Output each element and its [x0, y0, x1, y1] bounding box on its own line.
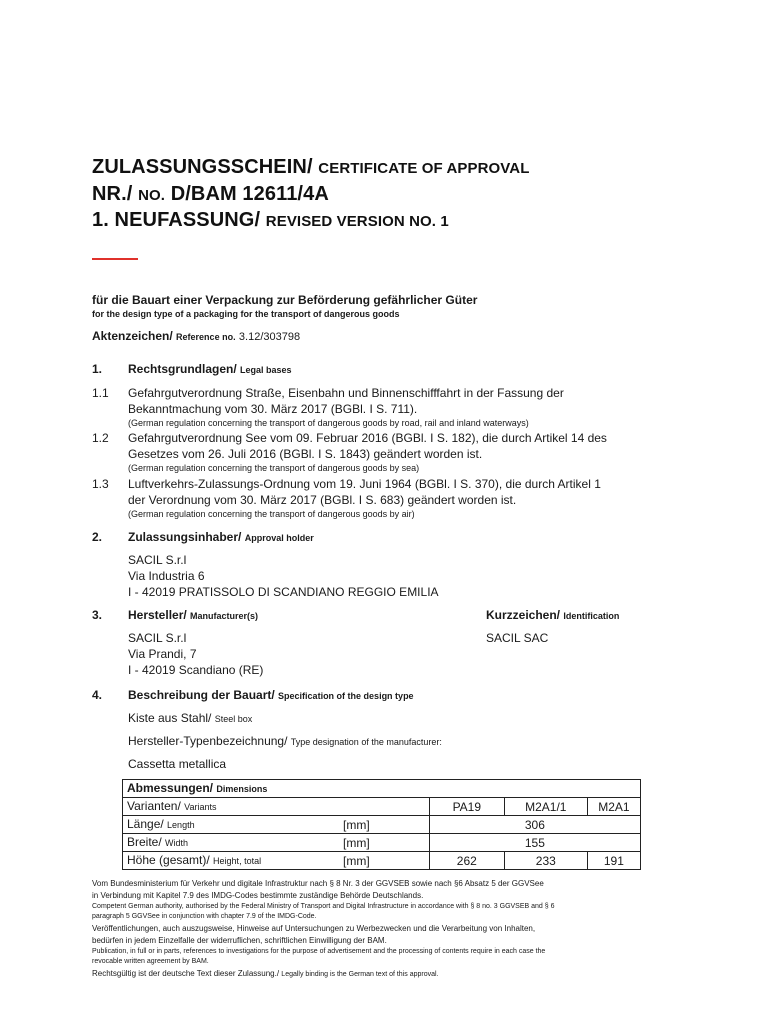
identification-value: SACIL SAC: [486, 631, 549, 645]
section-4-heading: [128, 688, 414, 702]
width-label-de: Breite/: [127, 835, 162, 849]
dimensions-header-en: Dimensions: [216, 784, 268, 794]
variants-label-en: Variants: [184, 802, 217, 812]
height-value: 233: [504, 852, 587, 870]
height-value: 191: [587, 852, 640, 870]
variant-cell: M2A1/1: [504, 798, 587, 816]
section-1-number: 1.: [92, 362, 103, 376]
revision-en: REVISED VERSION NO. 1: [265, 213, 449, 230]
section-2-title: Zulassungsinhaber/: [128, 530, 242, 544]
unit-cell: [mm]: [339, 852, 429, 870]
item-1-2-line2: Gesetzes vom 26. Juli 2016 (BGBl. I S. 1843) geändert worden ist.: [128, 447, 483, 461]
type-designation-de: Hersteller-Typenbezeichnung/: [128, 734, 288, 748]
manufacturer-line-2: Via Prandi, 7: [128, 647, 197, 661]
footer-authority-de-2: in Verbindung mit Kapitel 7.9 des IMDG-Codes bestimmte zuständige Behörde Deutschlands.: [92, 891, 424, 900]
section-4-title-en: Specification of the design type: [278, 691, 414, 701]
height-value: 262: [429, 852, 504, 870]
type-designation-label: [128, 734, 442, 748]
certificate-title: [92, 156, 529, 179]
section-4-number: 4.: [92, 688, 103, 702]
section-1-title-en: Legal bases: [240, 365, 292, 375]
footer-authority-en-2: paragraph 5 GGVSee in conjunction with chapter 7.9 of the IMDG-Code.: [92, 913, 317, 920]
variants-label: [123, 798, 430, 816]
revision-de: 1. NEUFASSUNG/: [92, 209, 261, 231]
height-label-de: Höhe (gesamt)/: [127, 853, 210, 867]
identification-title: Kurzzeichen/: [486, 608, 561, 622]
number-label-de: NR./: [92, 183, 133, 205]
manufacturer-line-1: SACIL S.r.l: [128, 631, 187, 645]
section-1-heading: [128, 362, 292, 376]
section-2-heading: [128, 530, 314, 544]
height-label-en: Height, total: [213, 856, 262, 866]
variants-label-de: Varianten/: [127, 799, 181, 813]
section-3-heading: [128, 608, 258, 622]
length-label-de: Länge/: [127, 817, 164, 831]
width-label-en: Width: [165, 838, 189, 848]
section-2-number: 2.: [92, 530, 103, 544]
footer-legal-en: Legally binding is the German text of this approval.: [281, 971, 439, 978]
revision-title: [92, 209, 449, 232]
packaging-kind: [128, 711, 252, 725]
type-designation-value: Cassetta metallica: [128, 757, 227, 771]
item-1-2-note: (German regulation concerning the transport of dangerous goods by sea): [128, 463, 420, 473]
length-value: 306: [429, 816, 640, 834]
unit-cell: [mm]: [339, 816, 429, 834]
length-label: [123, 816, 340, 834]
variant-cell: M2A1: [587, 798, 640, 816]
number-label-en: NO.: [138, 187, 166, 204]
reference-label: Reference no.: [176, 332, 236, 342]
footer-publication-de-2: bedürfen in jedem Einzelfalle der widerruflichen, schriftlichen Einwilligung der BAM.: [92, 936, 387, 945]
intro-de: für die Bauart einer Verpackung zur Beförderung gefährlicher Güter: [92, 293, 478, 307]
footer-legal-de: Rechtsgültig ist der deutsche Text dieser Zulassung./: [92, 969, 280, 978]
red-divider: [92, 258, 138, 260]
identification-title-en: Identification: [563, 611, 620, 621]
table-header-row: [123, 780, 641, 798]
type-designation-en: Type designation of the manufacturer:: [290, 737, 442, 747]
table-row: [123, 834, 641, 852]
title-de: ZULASSUNGSSCHEIN/: [92, 156, 313, 178]
holder-line-1: SACIL S.r.l: [128, 553, 187, 567]
table-row: [123, 798, 641, 816]
certificate-number: [92, 183, 329, 206]
height-label: [123, 852, 340, 870]
footer-publication-en-2: revocable written agreement by BAM.: [92, 958, 209, 965]
item-1-1-line1: Gefahrgutverordnung Straße, Eisenbahn und Binnenschifffahrt in der Fassung der: [128, 386, 564, 400]
section-3-title-en: Manufacturer(s): [190, 611, 259, 621]
dimensions-table: [122, 779, 641, 870]
holder-line-2: Via Industria 6: [128, 569, 205, 583]
identification-heading: [486, 608, 619, 622]
reference-line: [92, 329, 300, 343]
item-1-1-note: (German regulation concerning the transport of dangerous goods by road, rail and inland waterways): [128, 418, 529, 428]
section-4-title: Beschreibung der Bauart/: [128, 688, 275, 702]
manufacturer-line-3: I - 42019 Scandiano (RE): [128, 663, 264, 677]
length-label-en: Length: [167, 820, 195, 830]
width-value: 155: [429, 834, 640, 852]
item-1-3-number: 1.3: [92, 477, 109, 491]
aktenzeichen-label: Aktenzeichen/: [92, 329, 173, 343]
table-row: [123, 852, 641, 870]
unit-cell: [mm]: [339, 834, 429, 852]
item-1-3-line1: Luftverkehrs-Zulassungs-Ordnung vom 19. Juni 1964 (BGBl. I S. 370), die durch Artikel 1: [128, 477, 601, 491]
intro-en: for the design type of a packaging for the transport of dangerous goods: [92, 309, 400, 319]
packaging-kind-de: Kiste aus Stahl/: [128, 711, 212, 725]
section-1-title: Rechtsgrundlagen/: [128, 362, 237, 376]
holder-line-3: I - 42019 PRATISSOLO DI SCANDIANO REGGIO EMILIA: [128, 585, 439, 599]
dimensions-header-de: Abmessungen/: [127, 781, 214, 795]
section-3-title: Hersteller/: [128, 608, 187, 622]
footer-publication-de-1: Veröffentlichungen, auch auszugsweise, Hinweise auf Untersuchungen zu Werbezwecken und die Verarbeitung von Inhalten,: [92, 924, 536, 933]
number-value: D/BAM 12611/4A: [170, 183, 329, 205]
item-1-2-number: 1.2: [92, 431, 109, 445]
width-label: [123, 834, 340, 852]
item-1-3-note: (German regulation concerning the transport of dangerous goods by air): [128, 509, 415, 519]
packaging-kind-en: Steel box: [214, 714, 253, 724]
footer-authority-de-1: Vom Bundesministerium für Verkehr und digitale Infrastruktur nach § 8 Nr. 3 der GGVSEB sowie nach §6 Absatz 5 der GGVSee: [92, 879, 544, 888]
footer-publication-en-1: Publication, in full or in parts, references to investigations for the purpose of advertisement and the processing of contents require in each case the: [92, 948, 546, 955]
item-1-1-line2: Bekanntmachung vom 30. März 2017 (BGBl. I S. 711).: [128, 402, 418, 416]
footer-authority-en-1: Competent German authority, authorised by the Federal Ministry of Transport and Digital Infrastructure in accordance with § 8 no. 3 GGVSEB and § 6: [92, 903, 555, 910]
dimensions-header: [123, 780, 641, 798]
section-3-number: 3.: [92, 608, 103, 622]
item-1-1-number: 1.1: [92, 386, 109, 400]
title-en: CERTIFICATE OF APPROVAL: [318, 160, 530, 177]
section-2-title-en: Approval holder: [244, 533, 314, 543]
reference-value: 3.12/303798: [238, 331, 301, 343]
variant-cell: PA19: [429, 798, 504, 816]
item-1-2-line1: Gefahrgutverordnung See vom 09. Februar 2016 (BGBl. I S. 182), die durch Artikel 14 des: [128, 431, 607, 445]
item-1-3-line2: der Verordnung vom 30. März 2017 (BGBl. I S. 683) geändert worden ist.: [128, 493, 517, 507]
footer-legal: [92, 969, 439, 978]
table-row: [123, 816, 641, 834]
